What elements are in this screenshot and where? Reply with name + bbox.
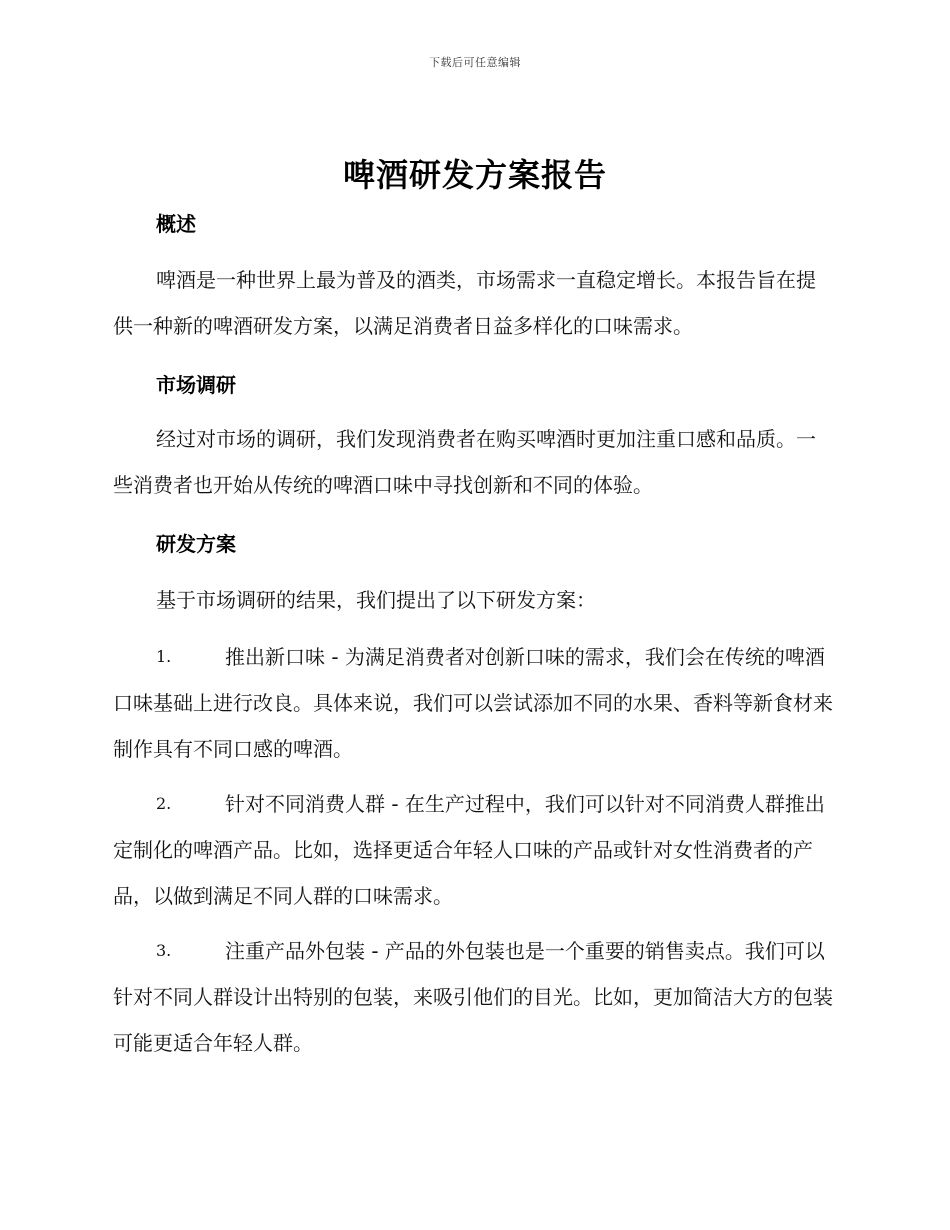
section-heading-rd-plan: 研发方案: [156, 532, 236, 556]
list-item-text: 推出新口味 - 为满足消费者对创新口味的需求，我们会在传统的啤酒口味基础上进行改良。具体来说，我们可以尝试添加不同的水果、香料等新食材来制作具有不同口感的啤酒。: [113, 645, 833, 761]
list-number: 2.: [156, 794, 172, 813]
page-title: 啤酒研发方案报告: [342, 156, 607, 194]
section-heading-overview: 概述: [156, 212, 196, 236]
section-market-research-body: [113, 416, 833, 508]
paragraph: 经过对市场的调研，我们发现消费者在购买啤酒时更加注重口感和品质。一些消费者也开始从传统的啤酒口味中寻找创新和不同的体验。: [113, 427, 816, 497]
list-item-1: [113, 634, 833, 772]
header-note: 下载后可任意编辑: [429, 56, 521, 69]
list-number: 1.: [156, 647, 172, 666]
list-item-text: 针对不同消费人群 - 在生产过程中，我们可以针对不同消费人群推出定制化的啤酒产品。比如，选择更适合年轻人口味的产品或针对女性消费者的产品，以做到满足不同人群的口味需求。: [113, 792, 825, 908]
list-item-text: 注重产品外包装 - 产品的外包装也是一个重要的销售卖点。我们可以针对不同人群设计出特别的包装，来吸引他们的目光。比如，更加简洁大方的包装可能更适合年轻人群。: [113, 939, 833, 1055]
list-item-3: [113, 928, 833, 1066]
paragraph: 啤酒是一种世界上最为普及的酒类，市场需求一直稳定增长。本报告旨在提供一种新的啤酒研发方案，以满足消费者日益多样化的口味需求。: [113, 268, 816, 338]
section-overview-body: [113, 257, 833, 349]
paragraph: 基于市场调研的结果，我们提出了以下研发方案：: [156, 588, 596, 612]
list-item-2: [113, 781, 833, 919]
section-heading-market-research: 市场调研: [156, 373, 236, 397]
section-rd-plan-body: [113, 577, 833, 623]
list-number: 3.: [156, 941, 172, 960]
